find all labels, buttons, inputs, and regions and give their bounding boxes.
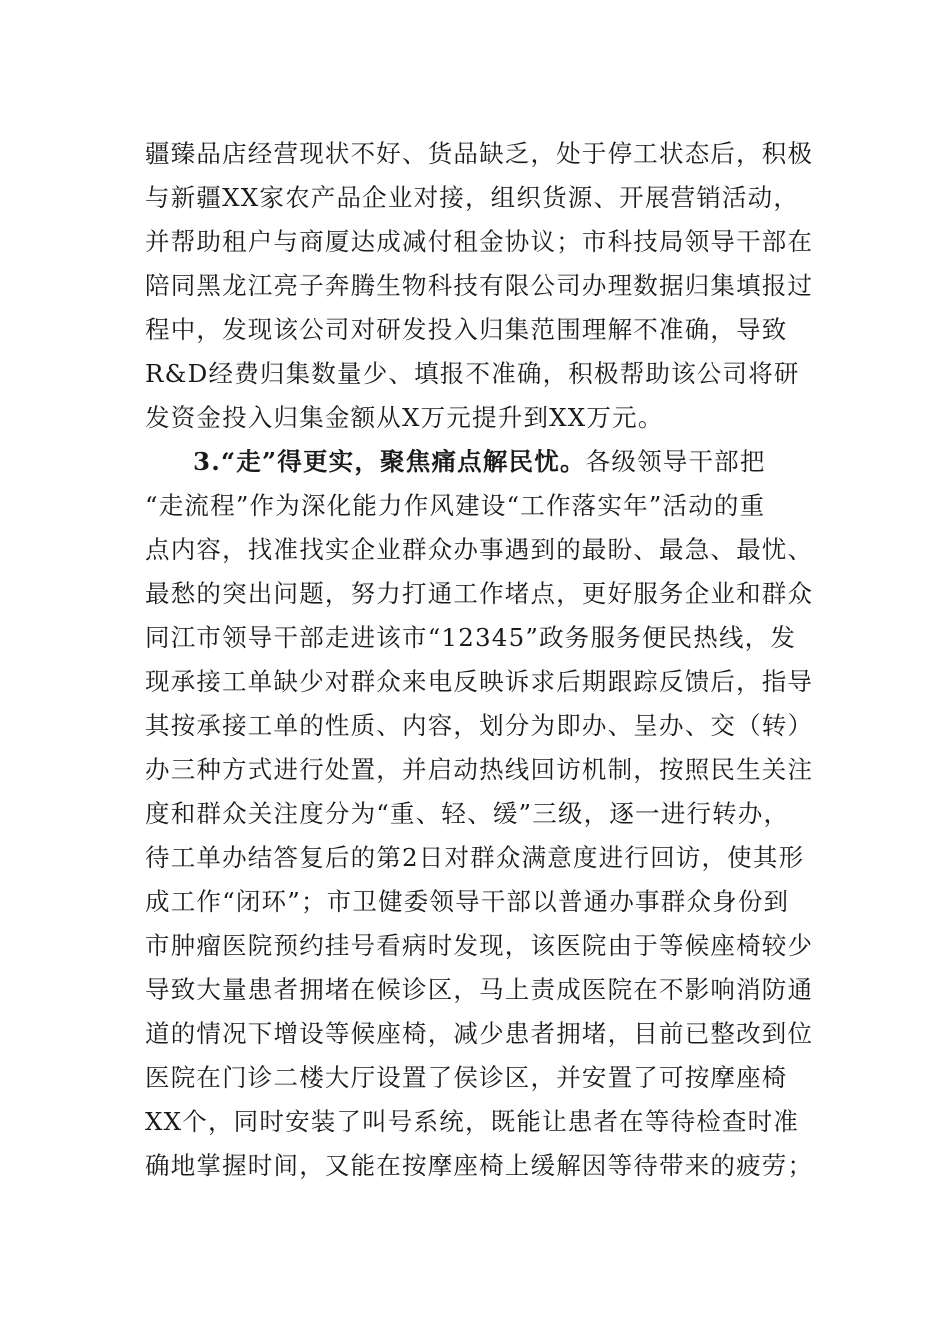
section-heading: 3.“走”得更实，聚焦痛点解民忧。 [193,447,586,476]
text-line [145,1018,813,1050]
line-text: 陪同黑龙江亮子奔腾生物科技有限公司办理数据归集填报过 [145,271,814,300]
line-text: 医院在门诊二楼大厅设置了侯诊区，并安置了可按摩座椅 [145,1063,788,1092]
line-text: 成工作“闭环”；市卫健委领导干部以普通办事群众身份到 [145,887,790,916]
line-text: 同江市领导干部走进该市“12345”政务服务便民热线，发 [145,623,797,652]
line-text: 与新疆XX家农产品企业对接，组织货源、开展营销活动， [145,183,800,212]
text-line [145,226,813,258]
text-line [145,930,813,962]
text-line [145,754,813,786]
line-text: “走流程”作为深化能力作风建设“工作落实年”活动的重 [145,491,766,520]
text-line [145,402,664,434]
line-text: 度和群众关注度分为“重、轻、缓”三级，逐一进行转办， [145,799,790,828]
text-line [145,314,788,346]
text-line [145,974,813,1006]
text-line [145,1062,788,1094]
line-text: 办三种方式进行处置，并启动热线回访机制，按照民生关注 [145,755,814,784]
line-text: 确地掌握时间，又能在按摩座椅上缓解因等待带来的疲劳； [145,1151,814,1180]
text-line [145,578,813,610]
text-line [145,710,813,742]
section-heading-line [193,446,766,478]
line-text: 并帮助租户与商厦达成减付租金协议；市科技局领导干部在 [145,227,814,256]
line-text: 现承接工单缺少对群众来电反映诉求后期跟踪反馈后，指导 [145,667,814,696]
text-line [145,886,789,918]
text-line [145,798,789,830]
text-line [145,270,813,302]
line-text: XX个，同时安装了叫号系统，既能让患者在等待检查时准 [145,1107,800,1136]
line-text: 其按承接工单的性质、内容，划分为即办、呈办、交（转） [145,711,814,740]
text-line [145,490,765,522]
line-text: 各级领导干部把 [585,447,766,476]
line-text: 程中，发现该公司对研发投入归集范围理解不准确，导致 [145,315,788,344]
line-text: 道的情况下增设等候座椅，减少患者拥堵，目前已整改到位 [145,1019,814,1048]
line-text: R&D经费归集数量少、填报不准确，积极帮助该公司将研 [145,359,800,388]
text-line [145,622,796,654]
text-line [145,842,804,874]
text-line [145,1106,799,1138]
text-line [145,358,800,390]
line-text: 市肿瘤医院预约挂号看病时发现，该医院由于等候座椅较少 [145,931,814,960]
line-text: 疆臻品店经营现状不好、货品缺乏，处于停工状态后，积极 [145,139,814,168]
text-line [145,666,813,698]
text-line [145,138,813,170]
line-text: 点内容，找准找实企业群众办事遇到的最盼、最急、最忧、 [145,535,814,564]
line-text: 最愁的突出问题，努力打通工作堵点，更好服务企业和群众 [145,579,814,608]
text-line [145,534,813,566]
line-text: 发资金投入归集金额从X万元提升到XX万元。 [145,403,664,432]
line-text: 待工单办结答复后的第2日对群众满意度进行回访，使其形 [145,843,805,872]
line-text: 导致大量患者拥堵在候诊区，马上责成医院在不影响消防通 [145,975,814,1004]
text-line [145,182,799,214]
text-line [145,1150,813,1182]
